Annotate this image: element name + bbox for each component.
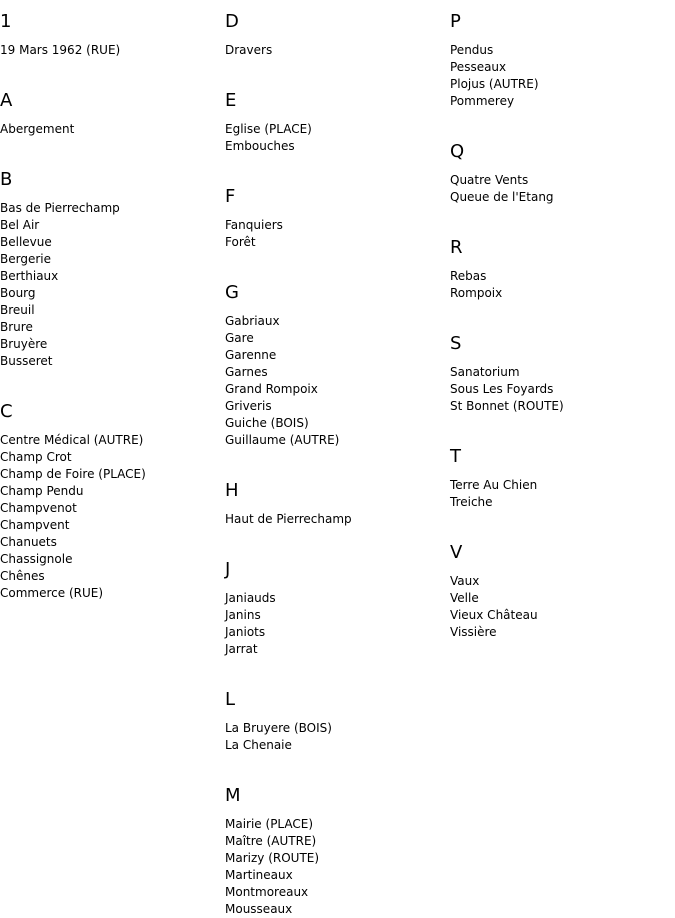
street-item xyxy=(0,217,225,234)
letter-group xyxy=(450,542,675,641)
group-spacer xyxy=(0,59,225,79)
letter-heading: F xyxy=(225,186,236,207)
street-item xyxy=(0,517,225,534)
letter-group xyxy=(0,401,225,602)
street-link[interactable]: Berthiaux xyxy=(0,269,59,283)
letter-heading: G xyxy=(225,282,239,303)
group-spacer xyxy=(225,449,450,469)
street-item xyxy=(225,432,450,449)
street-link[interactable]: La Bruyere (BOIS) xyxy=(225,721,332,735)
group-spacer xyxy=(225,251,450,271)
street-link[interactable]: Plojus (AUTRE) xyxy=(450,77,539,91)
street-item xyxy=(450,494,675,511)
group-spacer xyxy=(450,302,675,322)
letter-group xyxy=(225,186,450,271)
street-link[interactable]: Champvent xyxy=(0,518,70,532)
street-link[interactable]: 19 Mars 1962 (RUE) xyxy=(0,43,121,57)
group-spacer xyxy=(450,511,675,531)
letter-heading: R xyxy=(450,237,463,258)
street-item xyxy=(225,850,450,867)
street-item xyxy=(450,93,675,110)
street-link[interactable]: Champ de Foire (PLACE) xyxy=(0,467,146,481)
street-item xyxy=(0,200,225,217)
letter-heading: A xyxy=(0,90,13,111)
letter-group xyxy=(225,282,450,469)
street-list xyxy=(450,364,675,415)
group-spacer xyxy=(0,138,225,158)
letter-heading: H xyxy=(225,480,239,501)
street-link[interactable]: Grand Rompoix xyxy=(225,382,318,396)
street-item xyxy=(450,590,675,607)
letter-heading: M xyxy=(225,785,241,806)
street-link[interactable]: Janins xyxy=(225,608,261,622)
group-spacer xyxy=(225,754,450,774)
street-link[interactable]: Champ Crot xyxy=(0,450,72,464)
street-list xyxy=(0,432,225,602)
letter-group xyxy=(0,11,225,79)
street-item xyxy=(0,449,225,466)
letter-group xyxy=(225,689,450,774)
street-item xyxy=(0,585,225,602)
street-item xyxy=(450,364,675,381)
street-list xyxy=(0,42,225,59)
street-list xyxy=(450,573,675,641)
street-item xyxy=(225,641,450,658)
street-link[interactable]: Queue de l'Etang xyxy=(450,190,554,204)
street-item xyxy=(450,42,675,59)
street-link[interactable]: Guiche (BOIS) xyxy=(225,416,309,430)
letter-heading: C xyxy=(0,401,13,422)
street-link[interactable]: Sanatorium xyxy=(450,365,520,379)
letter-heading: B xyxy=(0,169,13,190)
street-item xyxy=(225,381,450,398)
street-link[interactable]: Bourg xyxy=(0,286,36,300)
street-item xyxy=(225,217,450,234)
letter-group xyxy=(225,785,450,918)
street-item xyxy=(450,76,675,93)
street-link[interactable]: Mairie (PLACE) xyxy=(225,817,314,831)
street-list xyxy=(225,42,450,59)
letter-heading: E xyxy=(225,90,237,111)
street-list xyxy=(0,200,225,370)
street-list xyxy=(450,42,675,110)
letter-group xyxy=(450,237,675,322)
street-item xyxy=(225,720,450,737)
street-item xyxy=(450,573,675,590)
street-link[interactable]: Embouches xyxy=(225,139,295,153)
street-link[interactable]: Velle xyxy=(450,591,479,605)
street-item xyxy=(450,59,675,76)
street-link[interactable]: Gare xyxy=(225,331,254,345)
street-link[interactable]: Janiauds xyxy=(225,591,276,605)
letter-heading: L xyxy=(225,689,236,710)
group-spacer xyxy=(450,110,675,130)
street-link[interactable]: Bas de Pierrechamp xyxy=(0,201,120,215)
street-item xyxy=(225,364,450,381)
street-link[interactable]: Griveris xyxy=(225,399,272,413)
street-link[interactable]: Montmoreaux xyxy=(225,885,309,899)
letter-heading: 1 xyxy=(0,11,12,32)
street-item xyxy=(225,590,450,607)
street-item xyxy=(225,607,450,624)
street-item xyxy=(225,624,450,641)
street-list xyxy=(450,172,675,206)
street-item xyxy=(0,302,225,319)
street-item xyxy=(0,42,225,59)
street-item xyxy=(450,607,675,624)
street-item xyxy=(0,121,225,138)
street-item xyxy=(225,737,450,754)
street-link[interactable]: Rebas xyxy=(450,269,487,283)
street-item xyxy=(225,42,450,59)
street-item xyxy=(225,347,450,364)
street-link[interactable]: Fanquiers xyxy=(225,218,283,232)
letter-group xyxy=(450,11,675,130)
street-item xyxy=(0,500,225,517)
group-spacer xyxy=(450,206,675,226)
letter-heading: T xyxy=(450,446,461,467)
street-link[interactable]: Quatre Vents xyxy=(450,173,529,187)
street-item xyxy=(450,172,675,189)
street-link[interactable]: Garenne xyxy=(225,348,277,362)
letter-group xyxy=(0,90,225,158)
street-link[interactable]: Pommerey xyxy=(450,94,515,108)
street-link[interactable]: Vaux xyxy=(450,574,480,588)
street-item xyxy=(0,336,225,353)
street-index-column-2 xyxy=(225,0,450,918)
street-item xyxy=(225,121,450,138)
street-item xyxy=(450,398,675,415)
street-item xyxy=(225,234,450,251)
street-item xyxy=(0,234,225,251)
street-item xyxy=(450,268,675,285)
street-link[interactable]: Treiche xyxy=(450,495,493,509)
street-index-column-1 xyxy=(0,0,225,602)
street-link[interactable]: Busseret xyxy=(0,354,53,368)
street-item xyxy=(0,268,225,285)
street-link[interactable]: Vissière xyxy=(450,625,497,639)
letter-group xyxy=(225,90,450,175)
street-link[interactable]: Rompoix xyxy=(450,286,503,300)
street-link[interactable]: Chanuets xyxy=(0,535,57,549)
street-index-column-3 xyxy=(450,0,675,641)
street-item xyxy=(0,285,225,302)
group-spacer xyxy=(225,658,450,678)
letter-heading: D xyxy=(225,11,239,32)
street-link[interactable]: Champvenot xyxy=(0,501,77,515)
street-item xyxy=(0,353,225,370)
letter-heading: V xyxy=(450,542,463,563)
group-spacer xyxy=(225,59,450,79)
letter-group xyxy=(225,11,450,79)
street-link[interactable]: Brure xyxy=(0,320,33,334)
street-list xyxy=(0,121,225,138)
street-item xyxy=(450,189,675,206)
street-link[interactable]: Janiots xyxy=(225,625,266,639)
street-item xyxy=(0,551,225,568)
group-spacer xyxy=(450,415,675,435)
street-item xyxy=(225,833,450,850)
street-link[interactable]: Chassignole xyxy=(0,552,73,566)
street-item xyxy=(0,251,225,268)
street-link[interactable]: Guillaume (AUTRE) xyxy=(225,433,340,447)
street-item xyxy=(0,432,225,449)
letter-group xyxy=(225,559,450,678)
street-list xyxy=(225,590,450,658)
street-link[interactable]: Pendus xyxy=(450,43,494,57)
street-link[interactable]: Bergerie xyxy=(0,252,51,266)
street-link[interactable]: Forêt xyxy=(225,235,256,249)
letter-group xyxy=(225,480,450,548)
street-list xyxy=(450,477,675,511)
street-link[interactable]: Breuil xyxy=(0,303,35,317)
street-link[interactable]: Maître (AUTRE) xyxy=(225,834,317,848)
street-link[interactable]: Commerce (RUE) xyxy=(0,586,104,600)
letter-group xyxy=(0,169,225,390)
street-link[interactable]: Pesseaux xyxy=(450,60,507,74)
street-link[interactable]: Terre Au Chien xyxy=(450,478,538,492)
street-link[interactable]: Sous Les Foyards xyxy=(450,382,554,396)
street-item xyxy=(225,313,450,330)
street-link[interactable]: Martineaux xyxy=(225,868,293,882)
street-link[interactable]: Gabriaux xyxy=(225,314,280,328)
street-item xyxy=(225,415,450,432)
street-link[interactable]: Champ Pendu xyxy=(0,484,84,498)
street-item xyxy=(450,477,675,494)
street-item xyxy=(450,381,675,398)
street-item xyxy=(225,511,450,528)
street-list xyxy=(450,268,675,302)
street-item xyxy=(0,483,225,500)
street-link[interactable]: Jarrat xyxy=(225,642,258,656)
street-list xyxy=(225,816,450,918)
street-link[interactable]: Chênes xyxy=(0,569,45,583)
street-link[interactable]: Vieux Château xyxy=(450,608,538,622)
group-spacer xyxy=(0,370,225,390)
street-item xyxy=(225,330,450,347)
street-list xyxy=(225,511,450,528)
letter-heading: P xyxy=(450,11,461,32)
street-link[interactable]: Dravers xyxy=(225,43,273,57)
street-link[interactable]: Bel Air xyxy=(0,218,40,232)
street-item xyxy=(225,816,450,833)
letter-group xyxy=(450,333,675,435)
street-list xyxy=(225,217,450,251)
letter-heading: S xyxy=(450,333,462,354)
letter-heading: Q xyxy=(450,141,465,162)
street-item xyxy=(0,466,225,483)
group-spacer xyxy=(225,155,450,175)
street-item xyxy=(225,398,450,415)
street-link[interactable]: Eglise (PLACE) xyxy=(225,122,312,136)
street-item xyxy=(0,319,225,336)
street-item xyxy=(225,901,450,918)
street-item xyxy=(225,867,450,884)
street-item xyxy=(450,285,675,302)
street-link[interactable]: Haut de Pierrechamp xyxy=(225,512,352,526)
letter-group xyxy=(450,446,675,531)
letter-heading: J xyxy=(225,559,231,580)
street-link[interactable]: Garnes xyxy=(225,365,268,379)
street-item xyxy=(225,138,450,155)
street-link[interactable]: Marizy (ROUTE) xyxy=(225,851,320,865)
street-item xyxy=(0,568,225,585)
group-spacer xyxy=(225,528,450,548)
street-link[interactable]: Bruyère xyxy=(0,337,48,351)
street-item xyxy=(0,534,225,551)
street-link[interactable]: Centre Médical (AUTRE) xyxy=(0,433,144,447)
street-list xyxy=(225,121,450,155)
street-list xyxy=(225,313,450,449)
street-link[interactable]: La Chenaie xyxy=(225,738,292,752)
street-link[interactable]: Mousseaux xyxy=(225,902,293,916)
street-link[interactable]: Bellevue xyxy=(0,235,52,249)
street-link[interactable]: Abergement xyxy=(0,122,75,136)
street-list xyxy=(225,720,450,754)
street-link[interactable]: St Bonnet (ROUTE) xyxy=(450,399,564,413)
letter-group xyxy=(450,141,675,226)
street-item xyxy=(450,624,675,641)
